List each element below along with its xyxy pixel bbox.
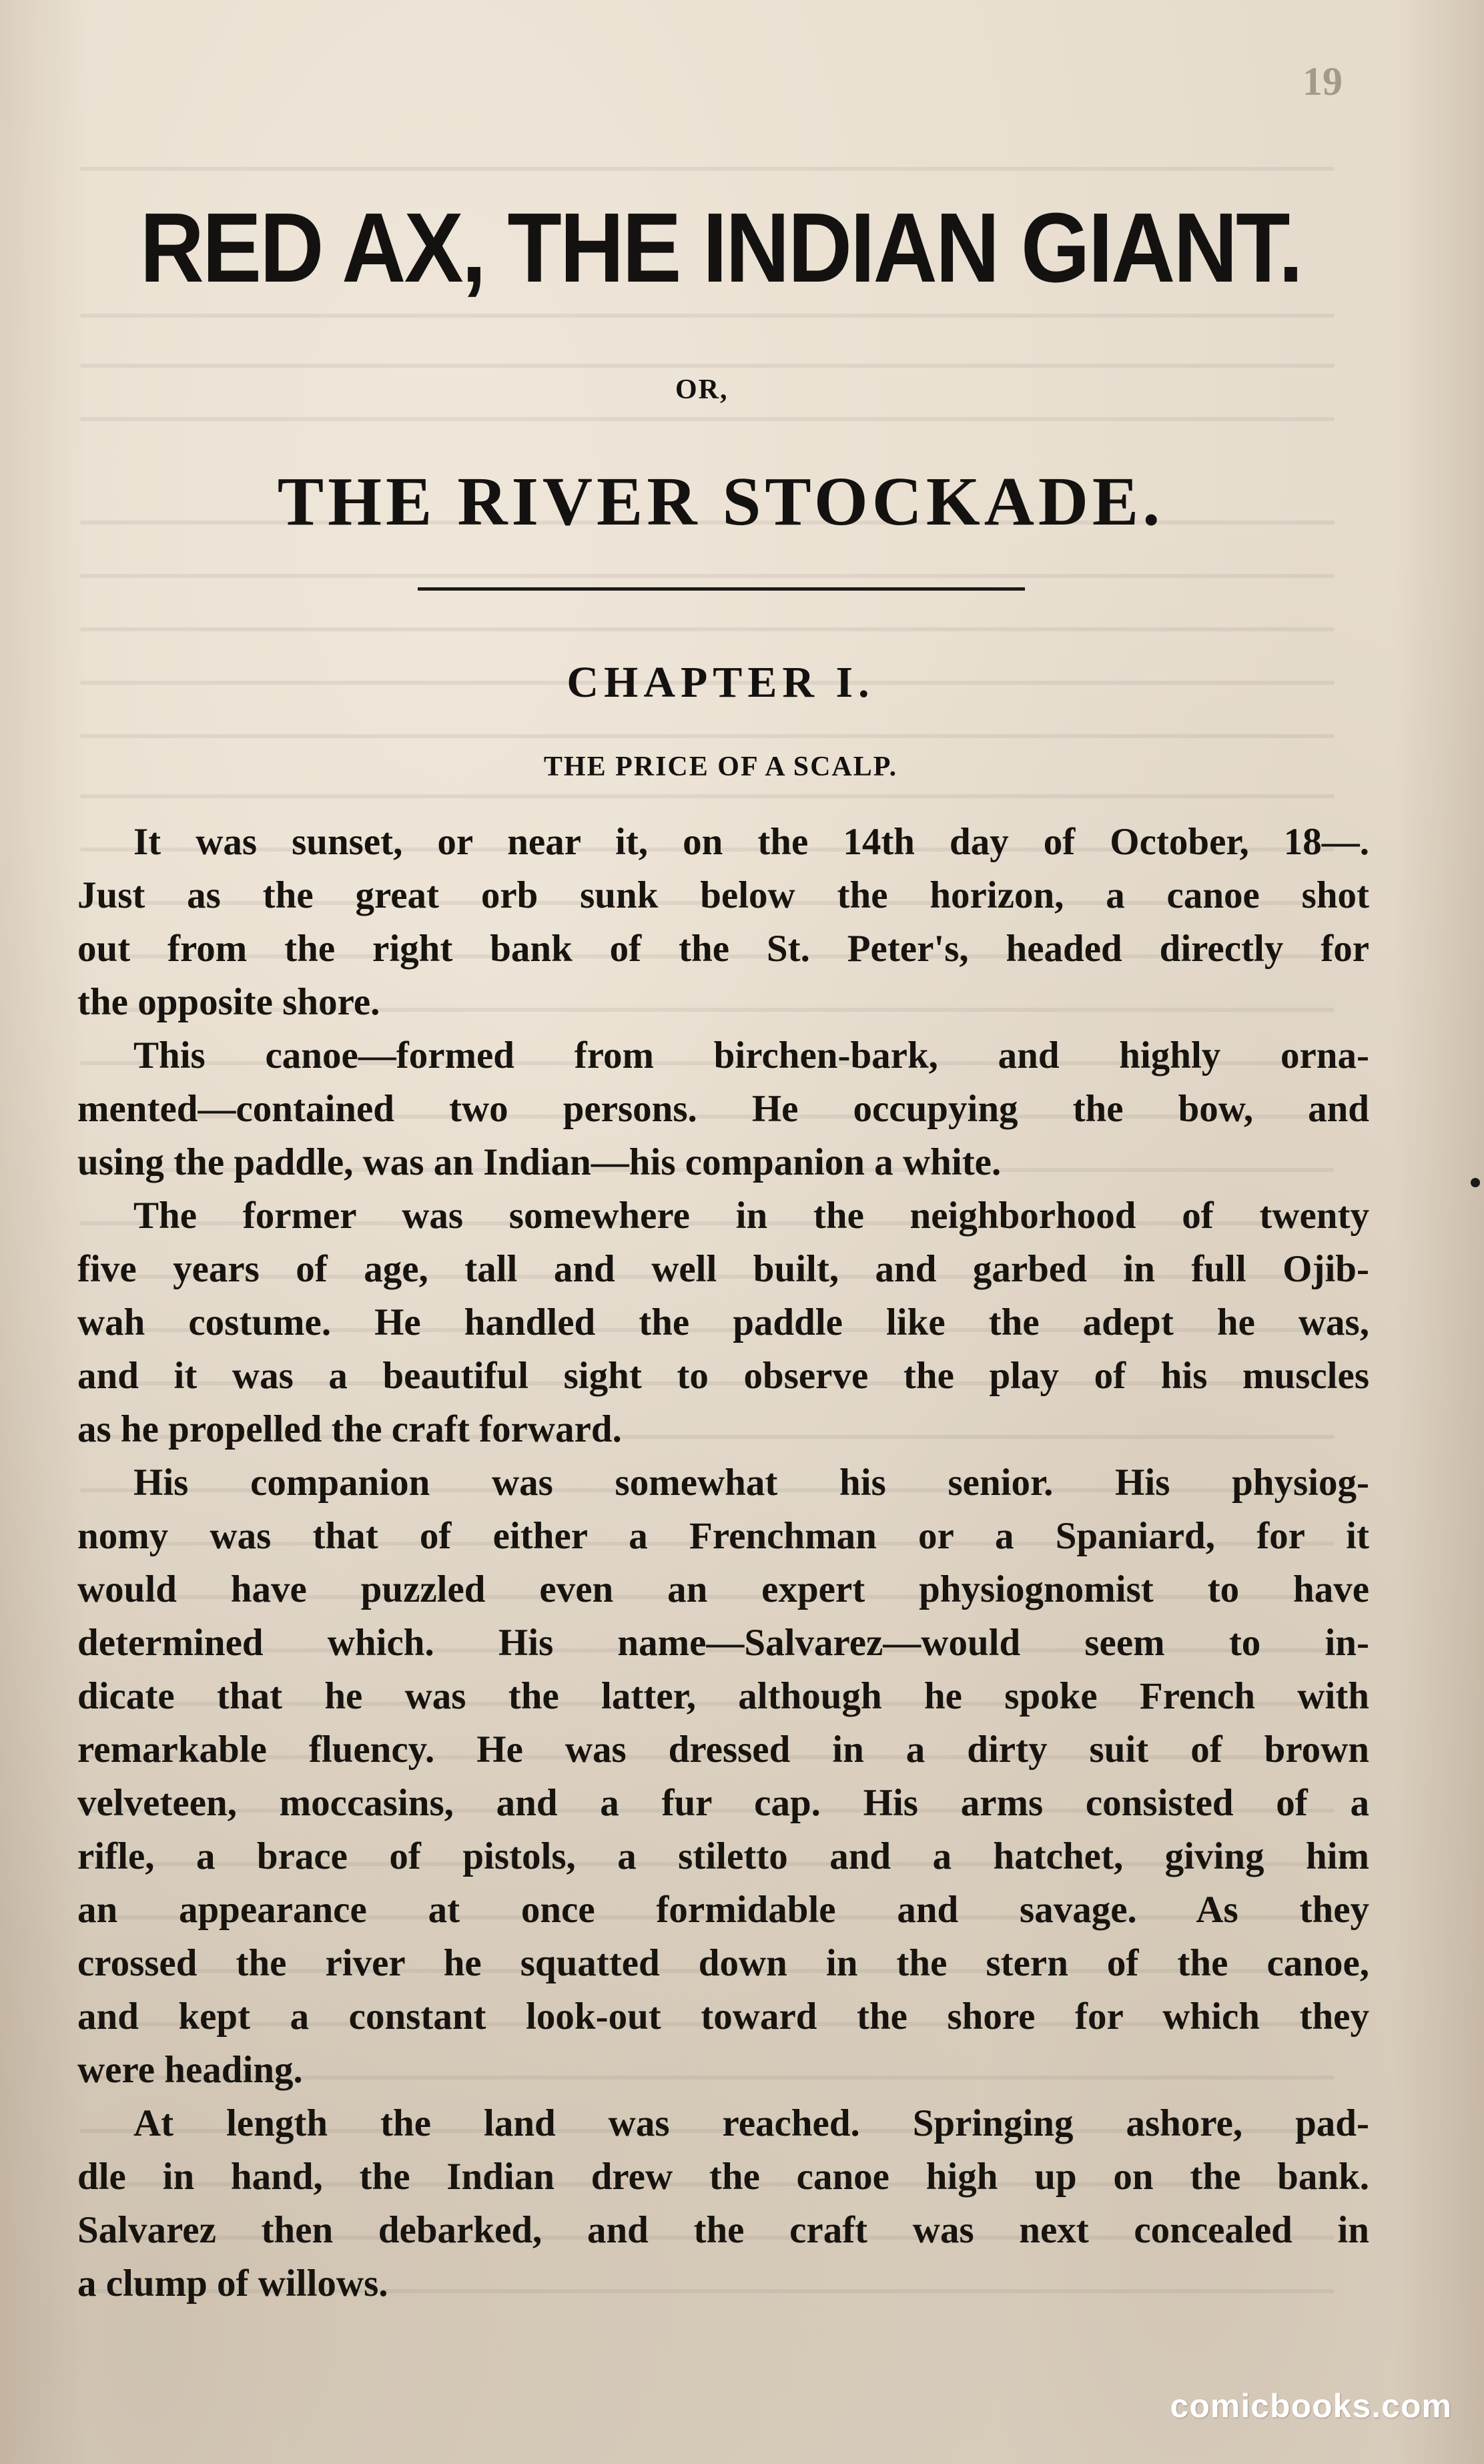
text-line: an appearance at once formidable and savage. As they	[77, 1889, 1369, 1931]
text-line: using the paddle, was an Indian—his companion a white.	[77, 1141, 1002, 1183]
text-line: His companion was somewhat his senior. His physiog-	[133, 1462, 1369, 1504]
text-line: rifle, a brace of pistols, a stiletto and a hatchet, giving him	[77, 1835, 1369, 1877]
title-connector: OR,	[675, 374, 729, 405]
chapter-heading: CHAPTER I.	[567, 658, 875, 707]
text-line: nomy was that of either a Frenchman or a Spaniard, for it	[77, 1515, 1369, 1557]
text-line: It was sunset, or near it, on the 14th day of October, 18—.	[133, 821, 1369, 863]
text-line: Just as the great orb sunk below the horizon, a canoe shot	[77, 874, 1369, 916]
margin-dot	[1471, 1178, 1480, 1187]
text-line: dle in hand, the Indian drew the canoe high up on the bank.	[77, 2156, 1369, 2198]
text-line: wah costume. He handled the paddle like the adept he was,	[77, 1301, 1369, 1343]
paragraph-5	[77, 2097, 1369, 2311]
paragraph-2	[77, 1029, 1369, 1189]
text-line: and it was a beautiful sight to observe the play of his muscles	[77, 1355, 1369, 1397]
paragraph-4	[77, 1456, 1369, 2097]
chapter-body	[77, 816, 1369, 2311]
text-line: At length the land was reached. Springing ashore, pad-	[133, 2102, 1369, 2144]
watermark: comicbooks.com	[1170, 2387, 1452, 2425]
text-line: determined which. His name—Salvarez—would seem to in-	[77, 1622, 1369, 1664]
page-title: RED AX, THE INDIAN GIANT.	[139, 193, 1302, 303]
page-number: 19	[1303, 59, 1343, 103]
text-line: the opposite shore.	[77, 981, 380, 1023]
text-line: remarkable fluency. He was dressed in a dirty suit of brown	[77, 1729, 1369, 1771]
paragraph-1	[77, 816, 1369, 1029]
text-line: velveteen, moccasins, and a fur cap. His arms consisted of a	[77, 1782, 1369, 1824]
text-line: would have puzzled even an expert physiognomist to have	[77, 1568, 1369, 1610]
text-line: were heading.	[77, 2049, 303, 2091]
text-line: as he propelled the craft forward.	[77, 1408, 622, 1450]
text-line: crossed the river he squatted down in the stern of the canoe,	[77, 1942, 1369, 1984]
text-line: This canoe—formed from birchen-bark, and highly orna-	[133, 1034, 1369, 1076]
paragraph-3	[77, 1189, 1369, 1456]
chapter-subtitle: THE PRICE OF A SCALP.	[543, 751, 898, 782]
text-line: The former was somewhere in the neighborhood of twenty	[133, 1195, 1369, 1237]
text-line: Salvarez then debarked, and the craft was next concealed in	[77, 2209, 1369, 2251]
text-line: a clump of willows.	[77, 2262, 388, 2304]
text-line: dicate that he was the latter, although he spoke French with	[77, 1675, 1369, 1717]
text-line: mented—contained two persons. He occupying the bow, and	[77, 1088, 1369, 1130]
text-line: out from the right bank of the St. Peter's, headed directly for	[77, 928, 1369, 970]
text-line: five years of age, tall and well built, and garbed in full Ojib-	[77, 1248, 1369, 1290]
text-line: and kept a constant look-out toward the shore for which they	[77, 1995, 1369, 2038]
page-subtitle: THE RIVER STOCKADE.	[277, 463, 1164, 540]
title-rule-divider	[418, 587, 1025, 591]
